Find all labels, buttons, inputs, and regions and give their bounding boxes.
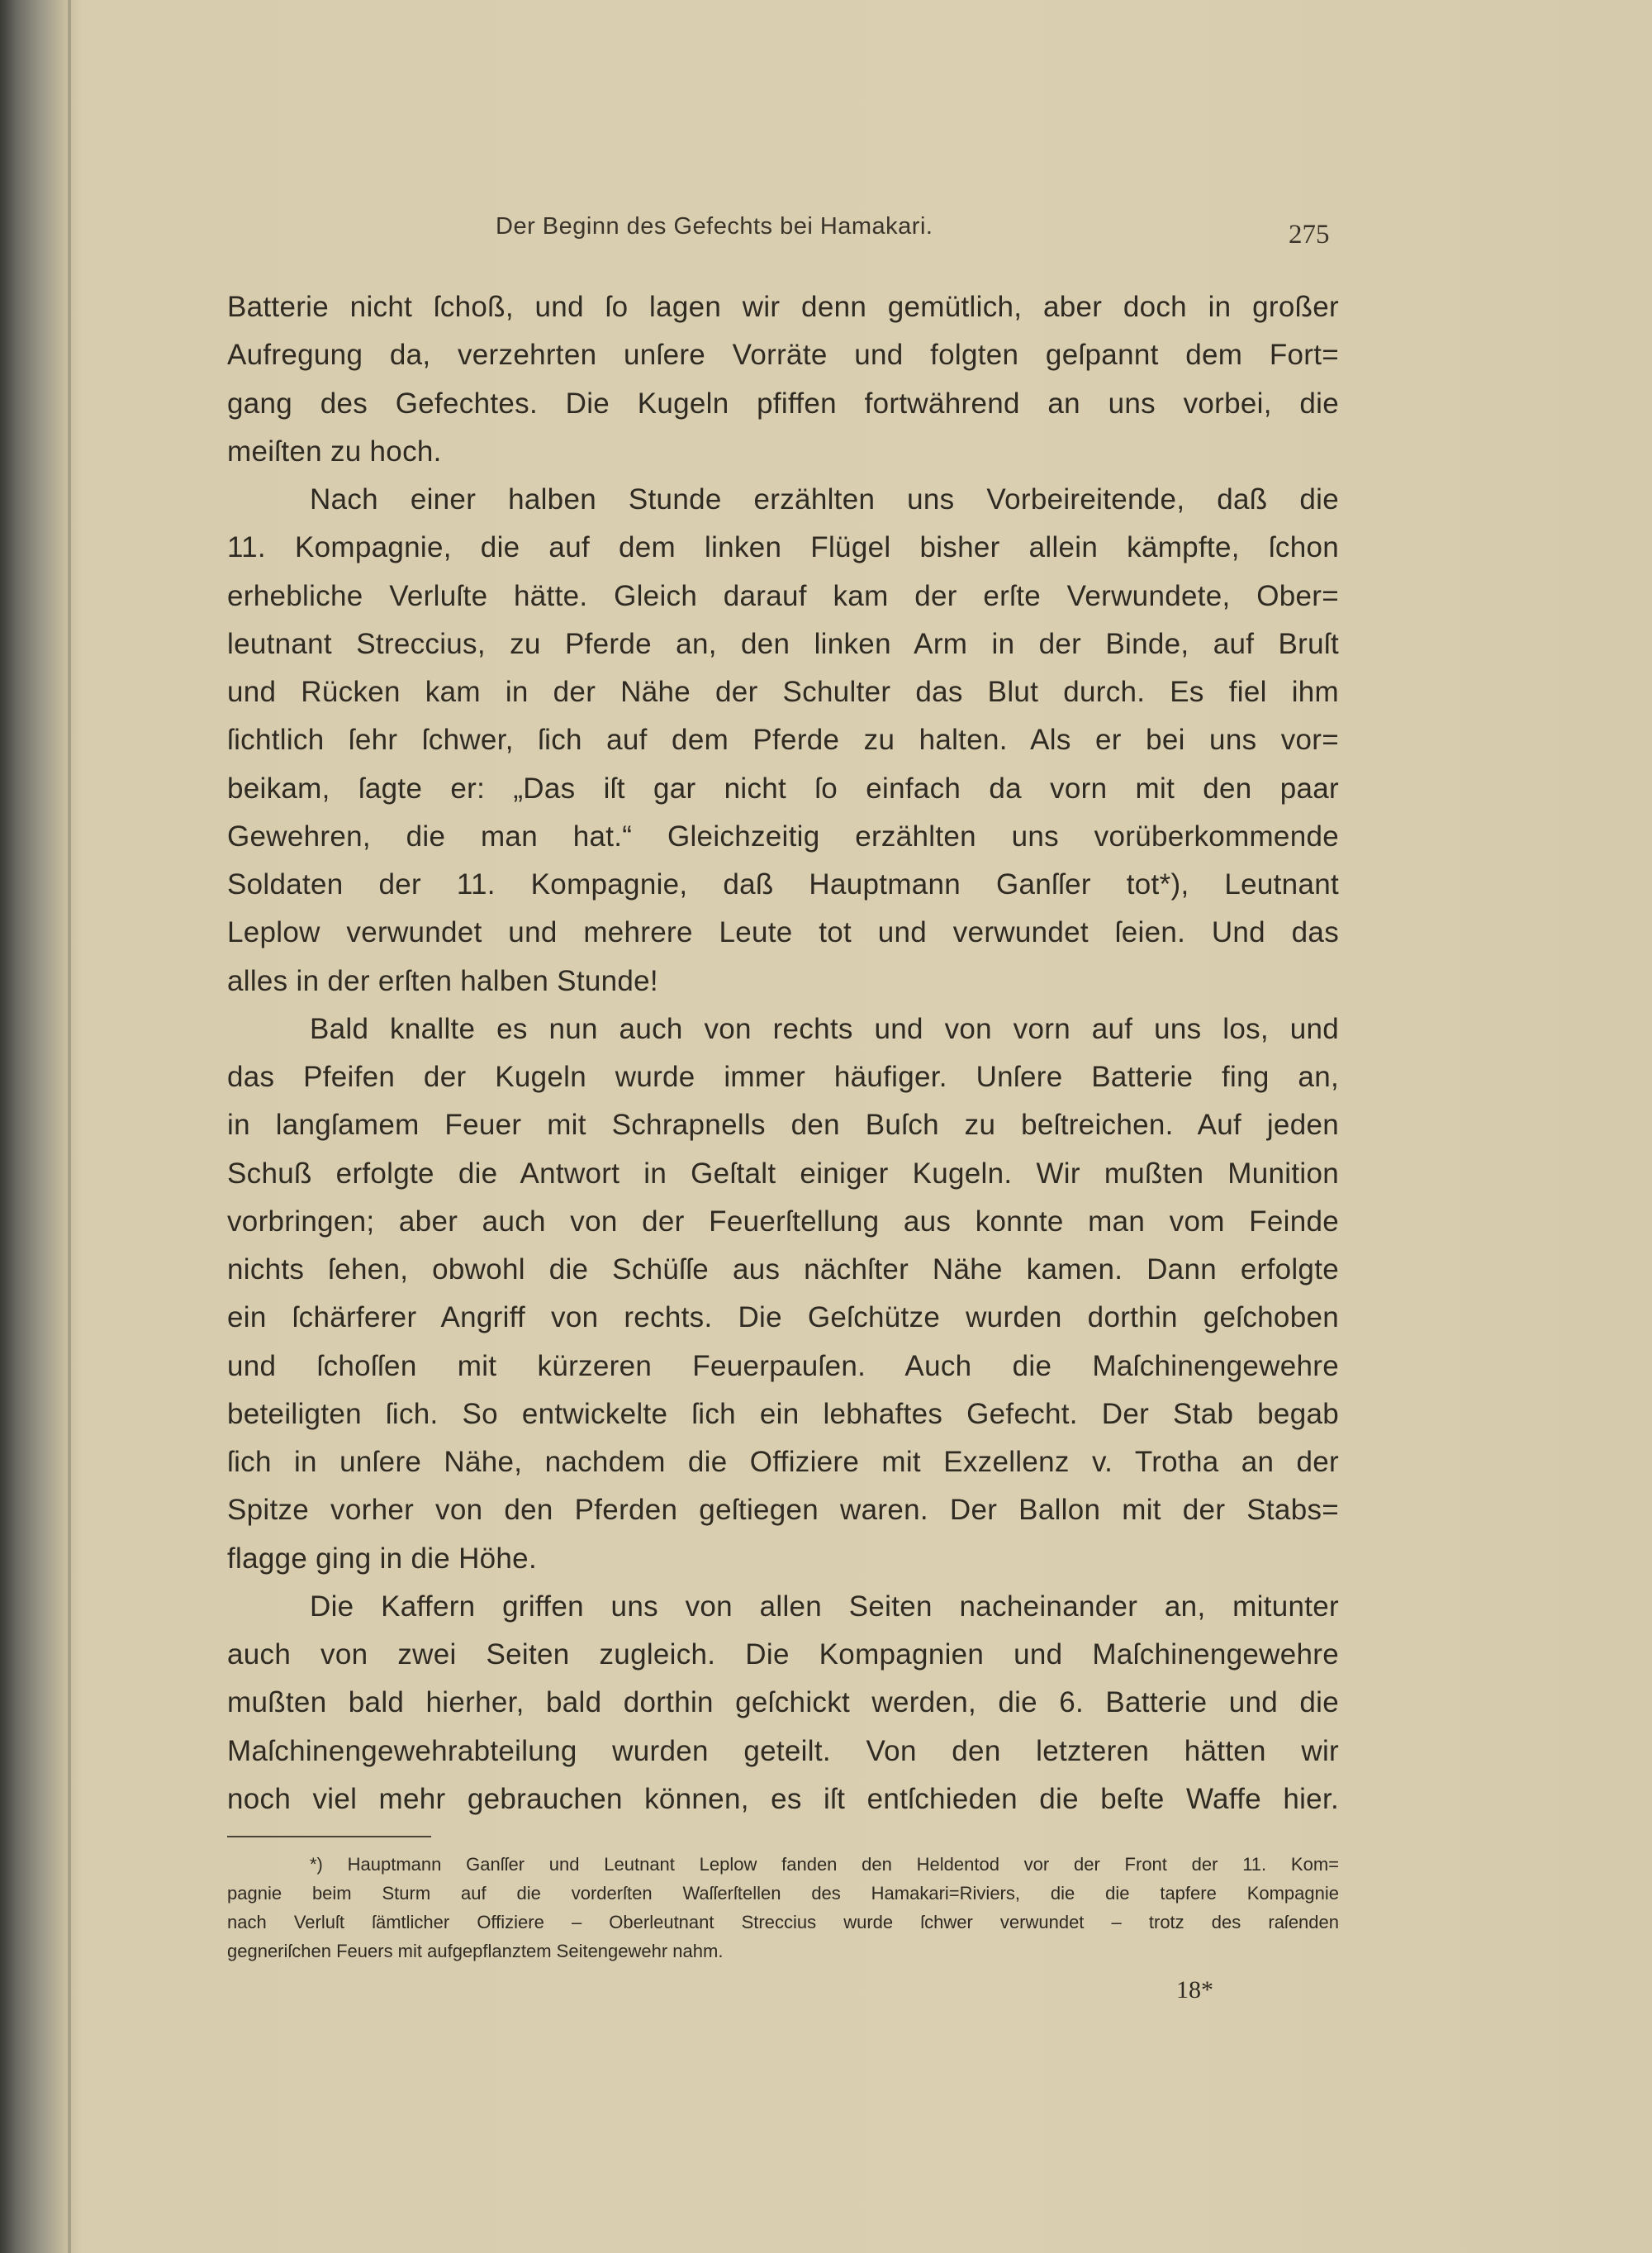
text-line: mußten bald hierher, bald dorthin geſchickt werden, die 6. Batterie und die <box>227 1686 1339 1719</box>
running-title: Der Beginn des Gefechts bei Hamakari. <box>496 213 933 240</box>
text-line: Die Kaffern griffen uns von allen Seiten nacheinander an, mitunter <box>310 1590 1339 1623</box>
footnote-rule <box>227 1836 431 1837</box>
text-line: Batterie nicht ſchoß, und ſo lagen wir denn gemütlich, aber doch in großer <box>227 291 1339 323</box>
text-line: 11. Kompagnie, die auf dem linken Flügel bisher allein kämpfte, ſchon <box>227 531 1339 564</box>
footnote-line: nach Verluſt ſämtlicher Offiziere – Oberleutnant Streccius wurde ſchwer verwundet – trotz des raſenden <box>227 1912 1339 1932</box>
text-line: Spitze vorher von den Pferden geſtiegen waren. Der Ballon mit der Stabs= <box>227 1494 1339 1527</box>
text-line: vorbringen; aber auch von der Feuerſtellung aus konnte man vom Feinde <box>227 1205 1339 1238</box>
text-line: Maſchinengewehrabteilung wurden geteilt. Von den letzteren hätten wir <box>227 1734 1339 1767</box>
text-line: alles in der erſten halben Stunde! <box>227 964 658 997</box>
footnote-line: gegneriſchen Feuers mit aufgepflanztem Seitengewehr nahm. <box>227 1941 724 1961</box>
text-line: Leplow verwundet und mehrere Leute tot und verwundet ſeien. Und das <box>227 916 1339 949</box>
text-line: das Pfeifen der Kugeln wurde immer häufiger. Unſere Batterie fing an, <box>227 1061 1339 1093</box>
text-line: auch von zwei Seiten zugleich. Die Kompagnien und Maſchinengewehre <box>227 1638 1339 1671</box>
text-line: beikam, ſagte er: „Das iſt gar nicht ſo einfach da vorn mit den paar <box>227 772 1339 805</box>
text-line: leutnant Streccius, zu Pferde an, den linken Arm in der Binde, auf Bruſt <box>227 627 1339 660</box>
text-line: Aufregung da, verzehrten unſere Vorräte und folgten geſpannt dem Fort= <box>227 339 1339 372</box>
text-line: ein ſchärferer Angriff von rechts. Die Geſchütze wurden dorthin geſchoben <box>227 1301 1339 1334</box>
text-line: ſichtlich ſehr ſchwer, ſich auf dem Pferde zu halten. Als er bei uns vor= <box>227 724 1339 757</box>
text-line: Schuß erfolgte die Antwort in Geſtalt einiger Kugeln. Wir mußten Munition <box>227 1157 1339 1190</box>
text-line: Nach einer halben Stunde erzählten uns Vorbeireitende, daß die <box>310 483 1339 516</box>
text-line: nichts ſehen, obwohl die Schüſſe aus nächſter Nähe kamen. Dann erfolgte <box>227 1253 1339 1286</box>
text-line: erhebliche Verluſte hätte. Gleich darauf kam der erſte Verwundete, Ober= <box>227 579 1339 612</box>
text-line: meiſten zu hoch. <box>227 435 442 468</box>
text-line: noch viel mehr gebrauchen können, es iſt entſchieden die beſte Waffe hier. <box>227 1782 1339 1815</box>
text-line: ſich in unſere Nähe, nachdem die Offiziere mit Exzellenz v. Trotha an der <box>227 1446 1339 1478</box>
text-line: beteiligten ſich. So entwickelte ſich ein lebhaftes Gefecht. Der Stab begab <box>227 1397 1339 1430</box>
text-line: gang des Gefechtes. Die Kugeln pfiffen fortwährend an uns vorbei, die <box>227 387 1339 420</box>
signature-mark: 18* <box>1176 1976 1213 2003</box>
text-line: Bald knallte es nun auch von rechts und von vorn auf uns los, und <box>310 1012 1339 1045</box>
page-number: 275 <box>1289 220 1330 250</box>
text-line: und Rücken kam in der Nähe der Schulter das Blut durch. Es fiel ihm <box>227 676 1339 708</box>
footnote-line: pagnie beim Sturm auf die vorderſten Waſſerſtellen des Hamakari=Riviers, die die tapfere Kompagnie <box>227 1883 1339 1904</box>
footnote-line: *) Hauptmann Ganſſer und Leutnant Leplow fanden den Heldentod vor der Front der 11. Kom= <box>310 1854 1339 1875</box>
book-gutter <box>68 0 71 2253</box>
text-line: in langſamem Feuer mit Schrapnells den Buſch zu beſtreichen. Auf jeden <box>227 1109 1339 1142</box>
text-line: flagge ging in die Höhe. <box>227 1542 537 1575</box>
text-line: Gewehren, die man hat.“ Gleichzeitig erzählten uns vorüberkommende <box>227 820 1339 853</box>
text-line: Soldaten der 11. Kompagnie, daß Hauptmann Ganſſer tot*), Leutnant <box>227 868 1339 901</box>
text-line: und ſchoſſen mit kürzeren Feuerpauſen. Auch die Maſchinengewehre <box>227 1349 1339 1382</box>
